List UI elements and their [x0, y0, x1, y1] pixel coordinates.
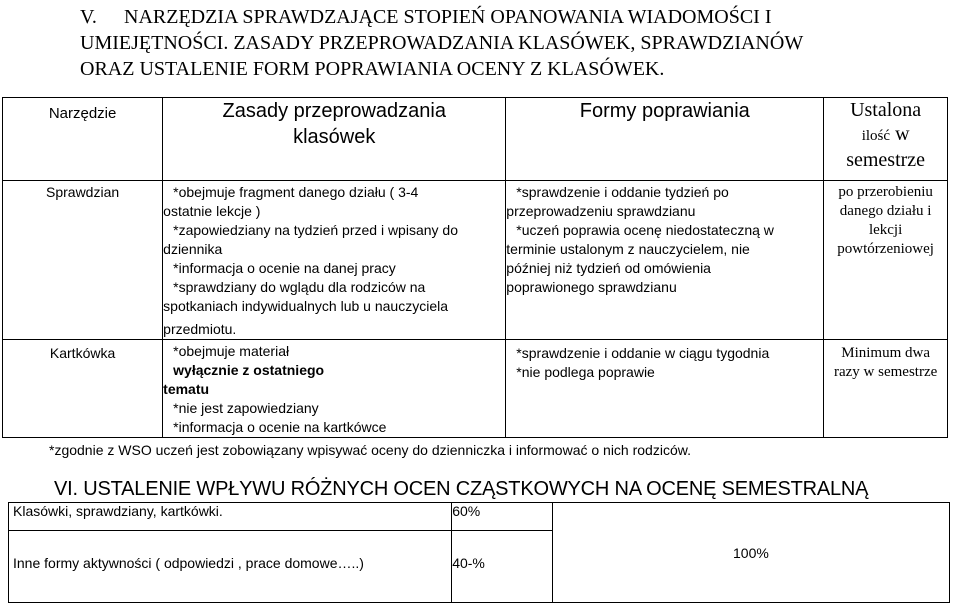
- count-line: danego działu i: [839, 203, 932, 219]
- weights-row1-value: 60%: [452, 503, 553, 531]
- weights-row2-label: Inne formy aktywności ( odpowiedzi , prace domowe…..): [9, 531, 452, 603]
- table-header-row: [3, 98, 948, 181]
- section5-number: V.: [80, 6, 97, 28]
- section6-heading: VI. USTALENIE WPŁYWU RÓŻNYCH OCEN CZĄSTKOWYCH NA OCENĘ SEMESTRALNĄ: [54, 478, 869, 500]
- rule-line: spotkaniach indywidualnych lub u nauczyciela: [163, 298, 448, 314]
- row-sprawdzian-forms: [506, 181, 824, 340]
- row-kartkowka-count: [824, 340, 948, 438]
- form-line: *sprawdzenie i oddanie w ciągu tygodnia: [516, 345, 770, 361]
- weights-table: [8, 502, 950, 603]
- row-kartkowka-forms: [506, 340, 824, 438]
- form-line: przeprowadzeniu sprawdzianu: [506, 203, 696, 219]
- table-row: [3, 340, 948, 438]
- count-line: po przerobieniu: [838, 184, 933, 200]
- rule-line: *zapowiedziany na tydzień przed i wpisany do: [173, 222, 458, 238]
- form-line: *uczeń poprawia ocenę niedostateczną w: [516, 222, 774, 238]
- tool-name: Sprawdzian: [46, 184, 120, 200]
- rule-line: dziennika: [163, 241, 223, 257]
- header-count: [824, 98, 948, 181]
- tools-table: [2, 97, 948, 438]
- weights-row1-label: Klasówki, sprawdziany, kartkówki.: [9, 503, 452, 531]
- header-tool: [3, 98, 163, 181]
- header-tool-label: Narzędzie: [48, 105, 117, 122]
- form-line: poprawionego sprawdzianu: [506, 279, 677, 295]
- row-sprawdzian-tool: [3, 181, 163, 340]
- header-rules-line1: Zasady przeprowadzania: [222, 100, 446, 122]
- header-count-line1: Ustalona: [850, 99, 922, 121]
- rule-line: *informacja o ocenie na kartkówce: [173, 419, 387, 435]
- rule-line: ostatnie lekcje ): [163, 203, 261, 219]
- form-line: *nie podlega poprawie: [516, 364, 655, 380]
- weights-row2-value: 40-%: [452, 531, 553, 603]
- section5-title-line3: ORAZ USTALENIE FORM POPRAWIANIA OCENY Z KLASÓWEK.: [80, 58, 665, 80]
- rule-line: *sprawdziany do wglądu dla rodziców na: [173, 279, 426, 295]
- rule-line: przedmiotu.: [163, 321, 237, 337]
- count-line: razy w semestrze: [833, 364, 938, 380]
- header-forms-label: Formy poprawiania: [579, 100, 750, 122]
- rule-line: *obejmuje materiał wyłącznie z ostatniego: [173, 343, 325, 378]
- header-rules: [163, 98, 506, 181]
- section5-title-line2: UMIEJĘTNOŚCI. ZASADY PRZEPROWADZANIA KLASÓWEK, SPRAWDZIANÓW: [80, 32, 804, 54]
- form-line: terminie ustalonym z nauczycielem, nie: [506, 241, 750, 257]
- rule-line: *nie jest zapowiedziany: [173, 400, 319, 416]
- form-line: później niż tydzień od omówienia: [506, 260, 711, 276]
- table-row: [3, 181, 948, 340]
- header-rules-line2: klasówek: [293, 126, 376, 148]
- row-sprawdzian-count: [824, 181, 948, 340]
- header-count-line3: semestrze: [846, 149, 926, 171]
- section5-title-line1: NARZĘDZIA SPRAWDZAJĄCE STOPIEŃ OPANOWANIA WIADOMOŚCI I: [124, 6, 772, 28]
- tool-name: Kartkówka: [49, 345, 116, 361]
- row-kartkowka-rules: [163, 340, 506, 438]
- wso-note: *zgodnie z WSO uczeń jest zobowiązany wpisywać oceny do dzienniczka i informować o nich rodziców.: [49, 442, 691, 458]
- header-count-line2: ilość w: [861, 123, 910, 145]
- rule-line: *informacja o ocenie na danej pracy: [173, 260, 396, 276]
- rule-line: *obejmuje fragment danego działu ( 3-4: [173, 184, 419, 200]
- weights-row: [9, 503, 950, 531]
- form-line: *sprawdzenie i oddanie tydzień po: [516, 184, 729, 200]
- row-kartkowka-tool: [3, 340, 163, 438]
- count-line: lekcji: [868, 222, 903, 238]
- count-line: Minimum dwa: [841, 345, 930, 361]
- weights-total: 100%: [552, 503, 949, 603]
- rule-line-bold: tematu: [163, 381, 210, 397]
- count-line: powtórzeniowej: [837, 241, 934, 257]
- header-forms: [506, 98, 824, 181]
- row-sprawdzian-rules: [163, 181, 506, 340]
